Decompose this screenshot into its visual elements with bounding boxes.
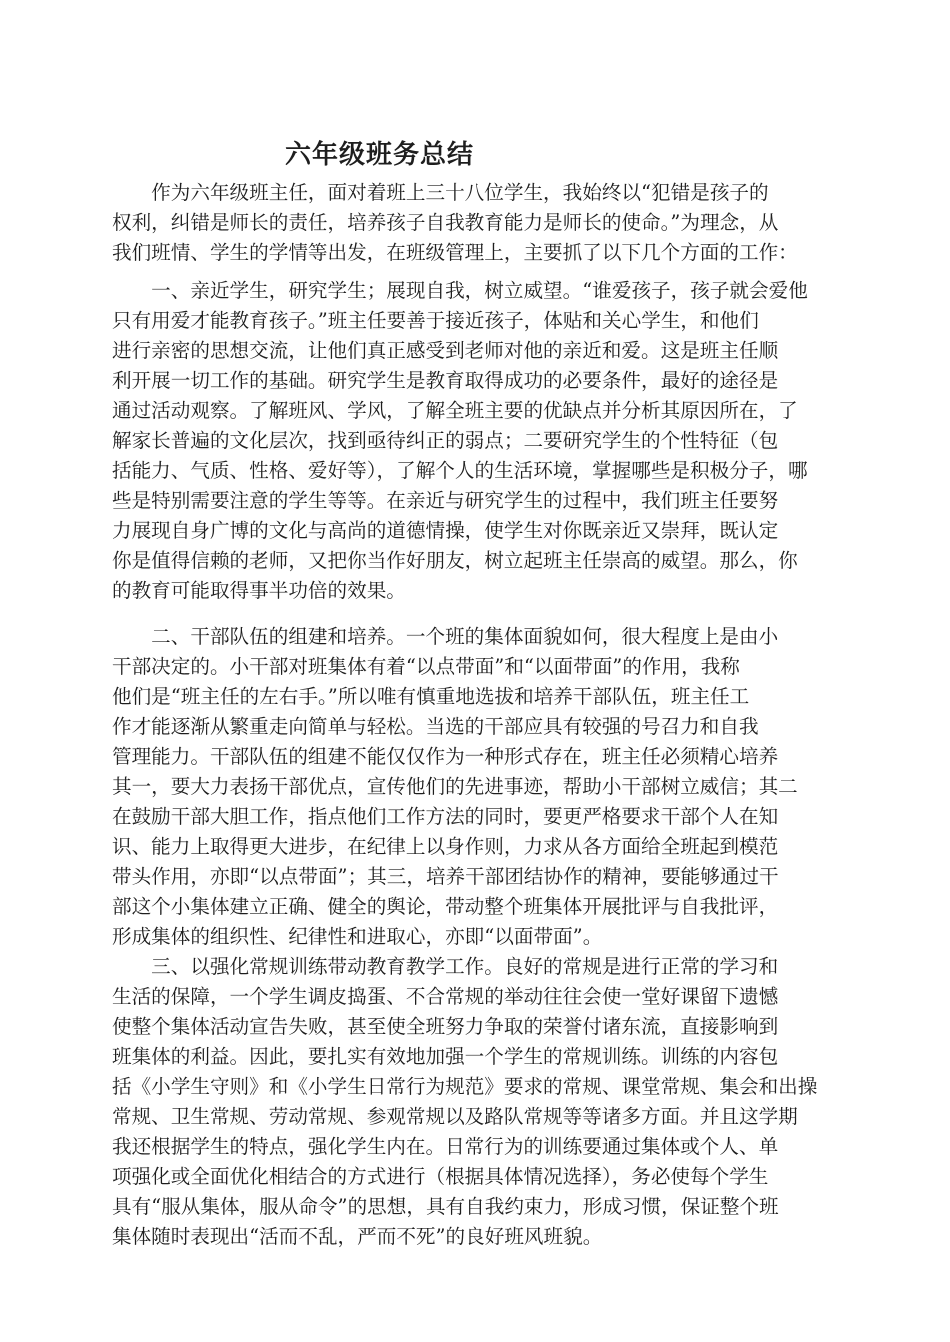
text-line: 一、亲近学生，研究学生；展现自我，树立威望。“谁爱孩子，孩子就会爱他 [112,279,808,302]
text-line: 常规、卫生常规、劳动常规、参观常规以及路队常规等等诸多方面。并且这学期 [112,1105,798,1128]
text-line: 你是值得信赖的老师，又把你当作好朋友，树立起班主任崇高的威望。那么，你 [112,549,798,572]
text-line: 生活的保障，一个学生调皮捣蛋、不合常规的举动往往会使一堂好课留下遗憾 [112,985,779,1008]
text-line: 干部决定的。小干部对班集体有着“以点带面”和“以面带面”的作用，我称 [112,655,740,678]
text-line: 我还根据学生的特点，强化学生内在。日常行为的训练要通过集体或个人、单 [112,1135,779,1158]
text-line: 权利，纠错是师长的责任，培养孩子自我教育能力是师长的使命。”为理念，从 [112,211,779,234]
text-line: 具有“服从集体，服从命令”的思想，具有自我约束力，形成习惯，保证整个班 [112,1195,779,1218]
text-line: 其一，要大力表扬干部优点，宣传他们的先进事迹，帮助小干部树立威信；其二 [112,775,798,798]
text-line: 带头作用，亦即“以点带面”；其三，培养干部团结协作的精神，要能够通过干 [112,865,779,888]
text-line: 使整个集体活动宣告失败，甚至使全班努力争取的荣誉付诸东流，直接影响到 [112,1015,779,1038]
text-line: 部这个小集体建立正确、健全的舆论，带动整个班集体开展批评与自我批评， [112,895,779,918]
text-line: 形成集体的组织性、纪律性和进取心，亦即“以面带面”。 [112,925,603,948]
text-line: 括能力、气质、性格、爱好等），了解个人的生活环境，掌握哪些是积极分子，哪 [112,459,808,482]
text-line: 在鼓励干部大胆工作，指点他们工作方法的同时，要更严格要求干部个人在知 [112,805,779,828]
text-line: 识、能力上取得更大进步，在纪律上以身作则，力求从各方面给全班起到模范 [112,835,779,858]
text-line: 他们是“班主任的左右手。”所以唯有慎重地选拔和培养干部队伍，班主任工 [112,685,750,708]
text-line: 力展现自身广博的文化与高尚的道德情操，使学生对你既亲近又崇拜，既认定 [112,519,779,542]
text-line: 三、以强化常规训练带动教育教学工作。良好的常规是进行正常的学习和 [112,955,779,978]
text-line: 集体随时表现出“活而不乱，严而不死”的良好班风班貌。 [112,1225,603,1248]
text-line: 只有用爱才能教育孩子。”班主任要善于接近孩子，体贴和关心学生，和他们 [112,309,759,332]
text-line: 进行亲密的思想交流，让他们真正感受到老师对他的亲近和爱。这是班主任顺 [112,339,779,362]
text-line: 些是特别需要注意的学生等等。在亲近与研究学生的过程中，我们班主任要努 [112,489,779,512]
text-line: 通过活动观察。了解班风、学风，了解全班主要的优缺点并分析其原因所在，了 [112,399,798,422]
text-line: 我们班情、学生的学情等出发，在班级管理上，主要抓了以下几个方面的工作： [112,241,798,264]
text-line: 作为六年级班主任，面对着班上三十八位学生，我始终以“犯错是孩子的 [112,181,769,204]
text-line: 管理能力。干部队伍的组建不能仅仅作为一种形式存在，班主任必须精心培养 [112,745,779,768]
text-line: 解家长普遍的文化层次，找到亟待纠正的弱点；二要研究学生的个性特征（包 [112,429,779,452]
text-line: 的教育可能取得事半功倍的效果。 [112,579,406,602]
text-line: 作才能逐渐从繁重走向简单与轻松。当选的干部应具有较强的号召力和自我 [112,715,759,738]
text-line: 利开展一切工作的基础。研究学生是教育取得成功的必要条件，最好的途径是 [112,369,779,392]
text-line: 项强化或全面优化相结合的方式进行（根据具体情况选择），务必使每个学生 [112,1165,769,1188]
text-line: 二、干部队伍的组建和培养。一个班的集体面貌如何，很大程度上是由小 [112,625,779,648]
text-line: 班集体的利益。因此，要扎实有效地加强一个学生的常规训练。训练的内容包 [112,1045,779,1068]
text-line: 括《小学生守则》和《小学生日常行为规范》要求的常规、课堂常规、集会和出操 [112,1075,818,1098]
document-title: 六年级班务总结 [285,140,475,170]
